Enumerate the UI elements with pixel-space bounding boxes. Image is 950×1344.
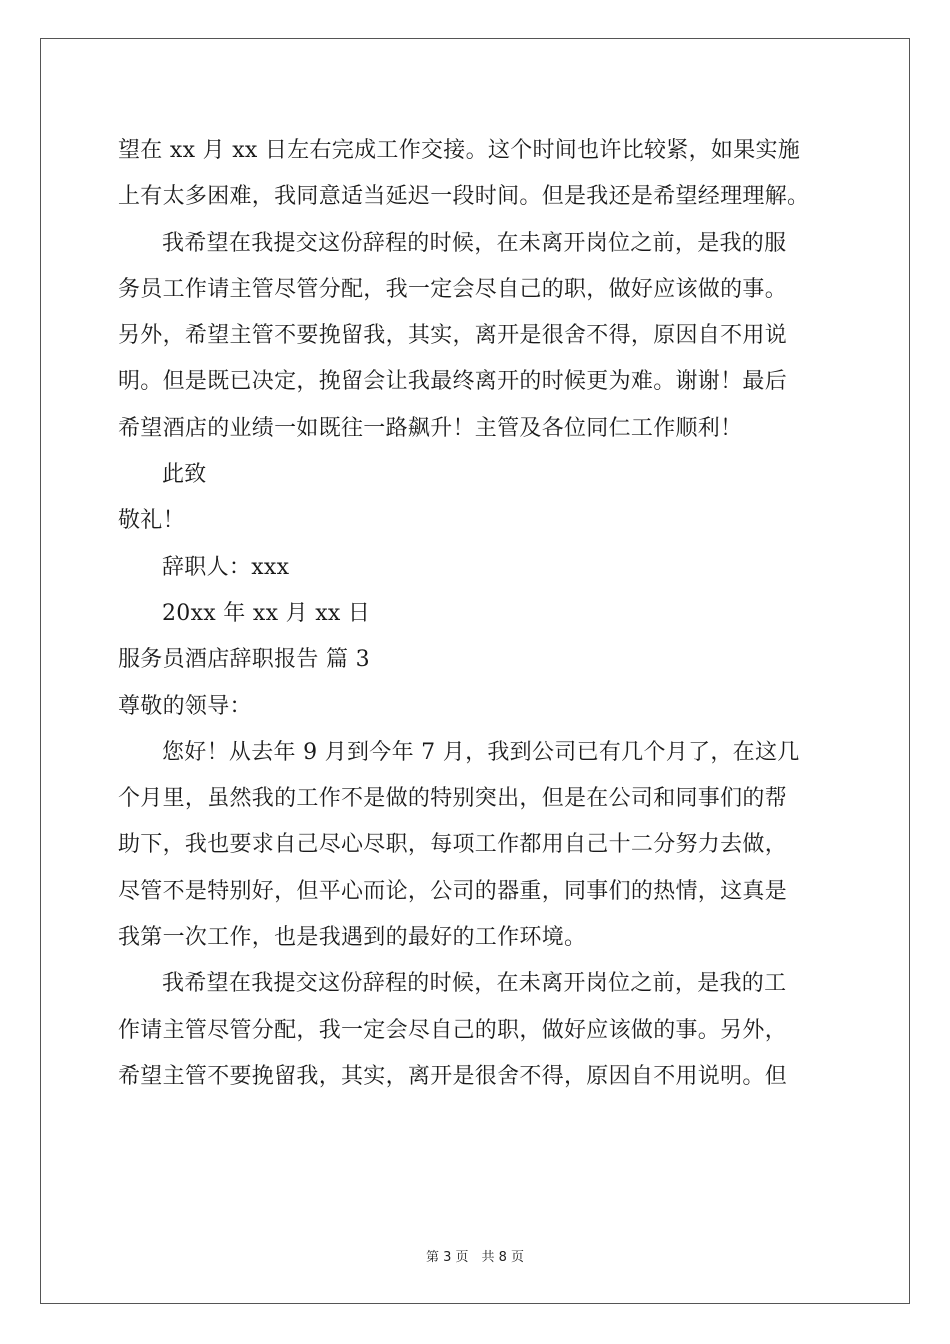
text-line: 望在 xx 月 xx 日左右完成工作交接。这个时间也许比较紧，如果实施 — [118, 138, 801, 163]
text-line: 您好！从去年 9 月到今年 7 月，我到公司已有几个月了，在这几 — [162, 739, 800, 765]
document-body — [118, 128, 836, 1100]
text-line: 敬礼！ — [118, 508, 185, 534]
text-line: 辞职人：xxx — [162, 554, 290, 580]
text-line: 我希望在我提交这份辞程的时候，在未离开岗位之前，是我的工 — [162, 971, 787, 997]
text-line: 希望主管不要挽留我，其实，离开是很舍不得，原因自不用说明。但 — [118, 1063, 788, 1089]
text-line: 尊敬的领导： — [118, 693, 252, 719]
page-footer: 第 3 页 共 8 页 — [425, 1250, 525, 1265]
text-line: 20xx 年 xx 月 xx 日 — [162, 600, 371, 626]
text-line: 服务员酒店辞职报告 篇 3 — [118, 647, 370, 673]
text-line: 助下，我也要求自己尽心尽职，每项工作都用自己十二分努力去做， — [118, 832, 788, 858]
text-line: 另外，希望主管不要挽留我，其实，离开是很舍不得，原因自不用说 — [118, 323, 788, 349]
text-line: 我希望在我提交这份辞程的时候，在未离开岗位之前，是我的服 — [162, 230, 787, 256]
text-line: 希望酒店的业绩一如既往一路飙升！主管及各位同仁工作顺利！ — [118, 415, 743, 441]
text-line: 明。但是既已决定，挽留会让我最终离开的时候更为难。谢谢！最后 — [118, 369, 788, 395]
text-line: 此致 — [162, 462, 207, 488]
text-line: 我第一次工作，也是我遇到的最好的工作环境。 — [118, 925, 587, 951]
text-line: 务员工作请主管尽管分配，我一定会尽自己的职，做好应该做的事。 — [118, 276, 788, 302]
text-line: 尽管不是特别好，但平心而论，公司的器重，同事们的热情，这真是 — [118, 878, 788, 904]
text-line: 作请主管尽管分配，我一定会尽自己的职，做好应该做的事。另外， — [118, 1017, 788, 1043]
text-line: 个月里，虽然我的工作不是做的特别突出，但是在公司和同事们的帮 — [118, 786, 788, 812]
text-line: 上有太多困难，我同意适当延迟一段时间。但是我还是希望经理理解。 — [118, 184, 810, 210]
